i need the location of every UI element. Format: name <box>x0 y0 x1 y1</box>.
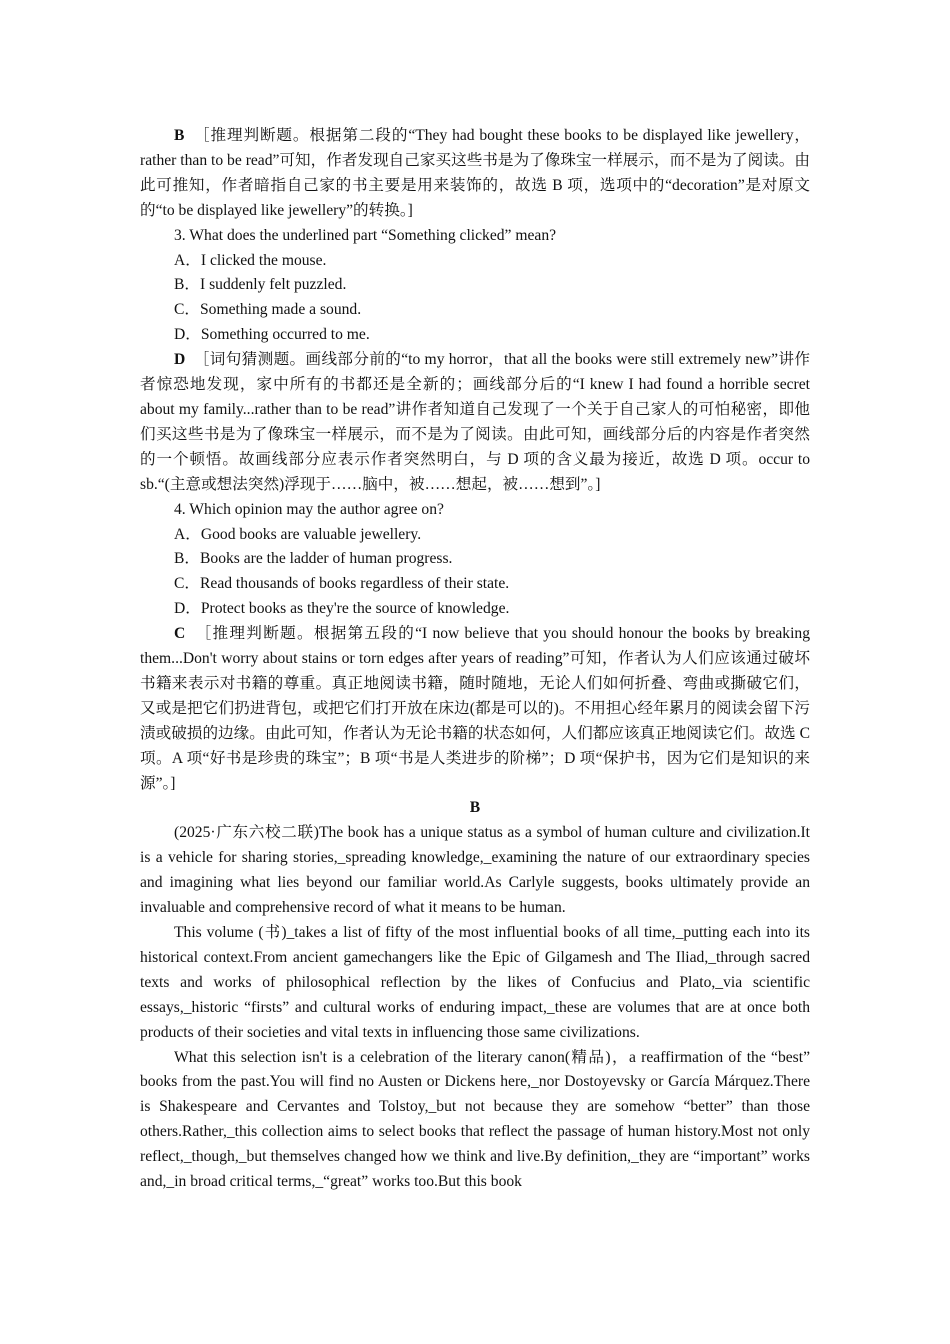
option-c: C．Read thousands of books regardless of their state. <box>174 575 510 593</box>
answer-explanation <box>140 348 810 497</box>
answer-letter: D <box>174 351 186 369</box>
answer-letter: B <box>174 127 185 144</box>
document-page <box>140 124 810 1195</box>
option-b: B．Books are the ladder of human progress. <box>174 550 453 568</box>
passage-paragraph: This volume (书)_takes a list of fifty of the most influential books of all time,_putting each into its historical context.From ancient gamechangers like the Epic of Gilgamesh and The Iliad,_through sacred texts and works of philosophical reflection by the likes of Confucius and Plato,_via scientific essays,_historic “firsts” and cultural works of enduring impact,_these are volumes that are at once both products of their societies and vital texts in influencing those same civilizations. <box>140 924 810 1041</box>
option-d: D．Protect books as they're the source of knowledge. <box>174 600 510 618</box>
answer-explanation <box>140 124 810 224</box>
option-d: D．Something occurred to me. <box>174 326 370 344</box>
answer-text: ［推理判断题。根据第五段的“I now believe that you should honour the books by breaking them...Don't worry about stains or torn edges after years of reading”可知，作者认为人们应该通过破坏书籍来表示对书籍的尊重。真正地阅读书籍，随时随地，无论人们如何折叠、弯曲或撕破它们，又或是把它们扔进背包，或把它们打开放在床边(都是可以的)。不用担心经年累月的阅读会留下污渍或破损的边缘。由此可知，作者认为无论书籍的状态如何，人们都应该真正地阅读它们。故选 C 项。A 项“好书是珍贵的珠宝”；B 项“书是人类进步的阶梯”；D 项“保护书，因为它们是知识的来源”。] <box>140 625 811 792</box>
answer-explanation <box>140 622 810 796</box>
option-c: C．Something made a sound. <box>174 301 362 319</box>
question-4: 4. Which opinion may the author agree on? <box>174 500 444 518</box>
answer-text: ［词句猜测题。画线部分前的“to my horror，that all the books were still extremely new”讲作者惊恐地发现，家中所有的书都还是全新的；画线部分后的“I knew I had found a horrible secret about my family...rather than to be read”讲作者知道自己发现了一个关于自己家人的可怕秘密，即他们买这些书是为了像珠宝一样展示，而不是为了阅读。由此可知，画线部分后的内容是作者突然的一个顿悟。故画线部分应表示作者突然明白，与 D 项的含义最为接近，故选 D 项。occur to sb.“(主意或想法突然)浮现于……脑中，被……想起，被……想到”。] <box>140 351 811 493</box>
option-a: A．I clicked the mouse. <box>174 251 327 269</box>
passage-paragraph: (2025·广东六校二联)The book has a unique status as a symbol of human culture and civilization.It is a vehicle for sharing stories,_spreading knowledge,_examining the nature of our extraordinary species and imagining what lies beyond our familiar world.As Carlyle suggests, books ultimately provide an invaluable and comprehensive record of what it means to be human. <box>140 824 810 917</box>
answer-text: ［推理判断题。根据第二段的“They had bought these books to be displayed like jewellery，rather than to be read”可知，作者发现自己家买这些书是为了像珠宝一样展示，而不是为了阅读。由此可推知，作者暗指自己家的书主要是用来装饰的，故选 B 项，选项中的“decoration”是对原文的“to be displayed like jewellery”的转换。] <box>140 127 811 219</box>
option-b: B．I suddenly felt puzzled. <box>174 276 347 294</box>
answer-letter: C <box>174 625 186 643</box>
option-a: A．Good books are valuable jewellery. <box>174 525 422 543</box>
passage-paragraph: What this selection isn't is a celebration of the literary canon(精品)，a reaffirmation of the “best” books from the past.You will find no Austen or Dickens here,_nor Dostoyevsky or García Márquez.There is Shakespeare and Cervantes and Tolstoy,_but not because they are somehow “better” than those others.Rather,_this collection aims to select books that reflect the passage of human history.Most not only reflect,_though,_but themselves changed how we think and live.By definition,_they are “important” works and,_in broad critical terms,_“great” works too.But this book <box>140 1048 810 1191</box>
section-title: B <box>469 799 481 817</box>
question-3: 3. What does the underlined part “Something clicked” mean? <box>174 226 557 244</box>
